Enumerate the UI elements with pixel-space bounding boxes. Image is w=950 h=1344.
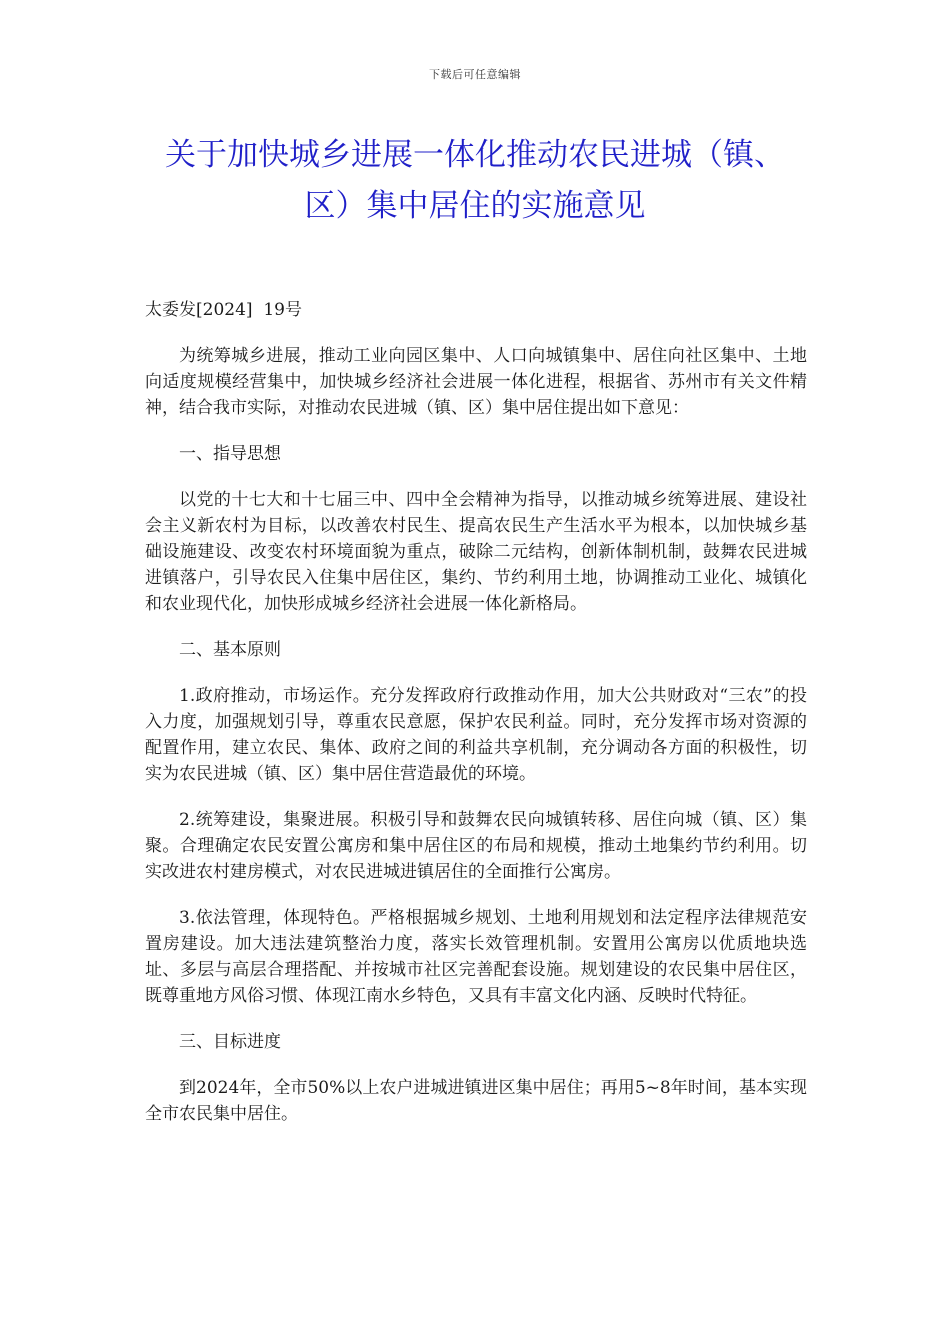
principle-3-paragraph: 3.依法管理，体现特色。严格根据城乡规划、土地利用规划和法定程序法律规范安置房建设。加大违法建筑整治力度，落实长效管理机制。安置用公寓房以优质地块选址、多层与高层合理搭配、并按城市社区完善配套设施。规划建设的农民集中居住区，既尊重地方风俗习惯、体现江南水乡特色，又具有丰富文化内涵、反映时代特征。 xyxy=(145,908,807,1006)
principle-2-paragraph: 2.统筹建设，集聚进展。积极引导和鼓舞农民向城镇转移、居住向城（镇、区）集聚。合理确定农民安置公寓房和集中居住区的布局和规模，推动土地集约节约利用。切实改进农村建房模式，对农民进城进镇居住的全面推行公寓房。 xyxy=(145,810,807,882)
section-heading-guiding-thought: 一、指导思想 xyxy=(179,444,281,464)
target-progress-paragraph: 到2024年，全市50%以上农户进城进镇进区集中居住；再用5~8年时间，基本实现全市农民集中居住。 xyxy=(145,1078,807,1124)
title-line-2: 区）集中居住的实施意见 xyxy=(304,188,646,224)
guiding-thought-paragraph: 以党的十七大和十七届三中、四中全会精神为指导，以推动城乡统筹进展、建设社会主义新农村为目标，以改善农村民生、提高农民生产生活水平为根本，以加快城乡基础设施建设、改变农村环境面貌为重点，破除二元结构，创新体制机制，鼓舞农民进城进镇落户，引导农民入住集中居住区，集约、节约利用土地，协调推动工业化、城镇化和农业现代化，加快形成城乡经济社会进展一体化新格局。 xyxy=(145,490,807,614)
section-heading-target-progress: 三、目标进度 xyxy=(179,1032,281,1052)
header-note: 下载后可任意编辑 xyxy=(429,68,521,81)
document-number: 太委发[2024] 19号 xyxy=(145,300,302,320)
section-heading-basic-principles: 二、基本原则 xyxy=(179,640,281,660)
document-title xyxy=(145,130,805,232)
document-body xyxy=(145,343,807,1147)
principle-1-paragraph: 1.政府推动，市场运作。充分发挥政府行政推动作用，加大公共财政对“三农”的投入力度，加强规划引导，尊重农民意愿，保护农民利益。同时，充分发挥市场对资源的配置作用，建立农民、集体、政府之间的利益共享机制，充分调动各方面的积极性，切实为农民进城（镇、区）集中居住营造最优的环境。 xyxy=(145,686,807,784)
title-line-1: 关于加快城乡进展一体化推动农民进城（镇、 xyxy=(165,137,785,173)
intro-paragraph: 为统筹城乡进展，推动工业向园区集中、人口向城镇集中、居住向社区集中、土地向适度规模经营集中，加快城乡经济社会进展一体化进程，根据省、苏州市有关文件精神，结合我市实际，对推动农民进城（镇、区）集中居住提出如下意见： xyxy=(145,346,807,418)
